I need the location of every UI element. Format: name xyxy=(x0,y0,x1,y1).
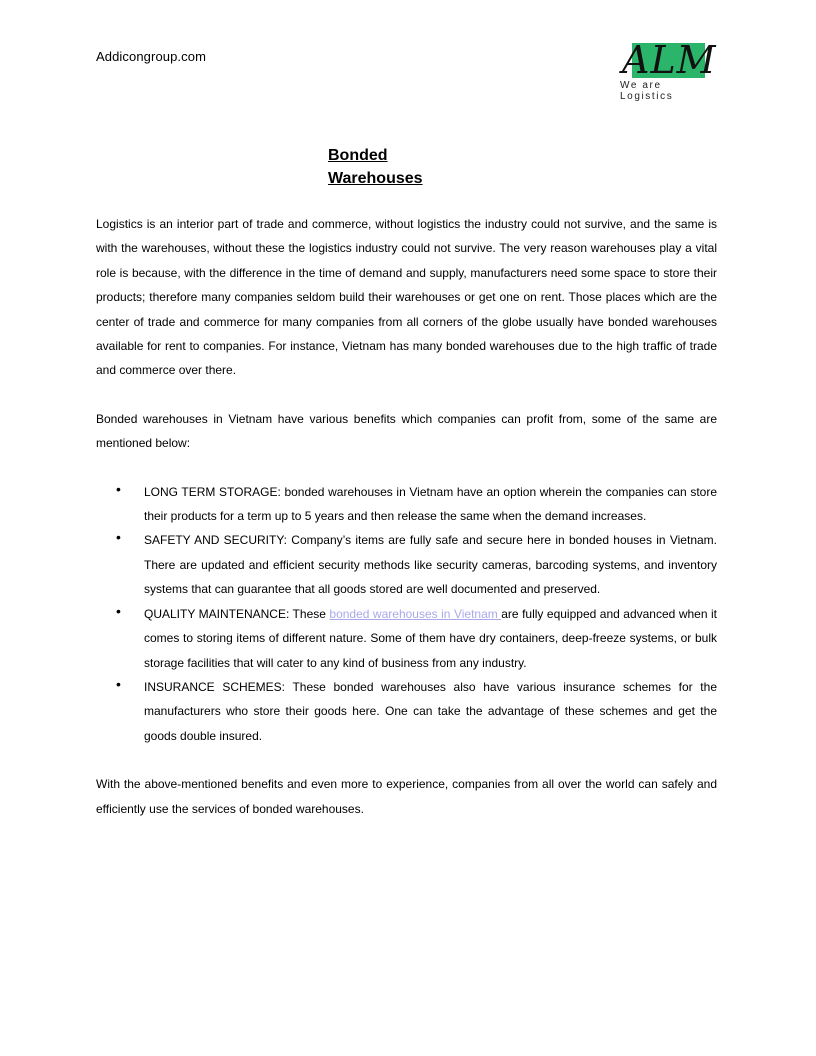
bullet-text: SAFETY AND SECURITY: Company’s items are fully safe and secure here in bonded houses in Vietnam. There are updated and efficient security methods like security cameras, barcoding systems, and inventory systems that can guarantee that all goods stored are well documented and preserved. xyxy=(144,533,717,597)
list-item xyxy=(96,602,717,675)
page-title xyxy=(328,144,423,190)
closing-paragraph: With the above-mentioned benefits and even more to experience, companies from all over the world can safely and efficiently use the services of bonded warehouses. xyxy=(96,777,717,816)
alm-logo xyxy=(618,38,718,102)
list-item xyxy=(96,528,717,601)
site-name: Addicongroup.com xyxy=(96,49,206,64)
bullet-text: INSURANCE SCHEMES: These bonded warehouses also have various insurance schemes for the manufacturers who store their goods here. One can take the advantage of these schemes and get the goods double insured. xyxy=(144,679,717,743)
title-line-1: Bonded xyxy=(328,147,388,164)
title-line-2: Warehouses xyxy=(328,170,423,187)
bullet-icon: • xyxy=(116,529,121,546)
list-item xyxy=(96,480,717,529)
bullet-text-before-link: QUALITY MAINTENANCE: These xyxy=(144,606,330,621)
bullet-text: LONG TERM STORAGE: bonded warehouses in Vietnam have an option wherein the companies can store their products for a term up to 5 years and then release the same when the demand increases. xyxy=(144,484,717,524)
bonded-warehouses-link[interactable]: bonded warehouses in Vietnam xyxy=(329,606,502,621)
article-body xyxy=(96,212,717,821)
benefits-list xyxy=(96,480,717,748)
bullet-icon: • xyxy=(116,480,121,497)
benefits-intro-paragraph: Bonded warehouses in Vietnam have various benefits which companies can profit from, some of the same are mentioned below: xyxy=(96,411,717,451)
list-item xyxy=(96,675,717,748)
bullet-icon: • xyxy=(116,675,121,692)
bullet-icon: • xyxy=(116,602,121,619)
logo-tagline: We are Logistics xyxy=(620,80,674,102)
bullet-text-after-link: are fully equipped and advanced when it comes to storing items of different nature. Some of them have dry containers, deep-freeze systems, or bulk storage facilities that will cater to any kind of business from any industry. xyxy=(144,606,717,670)
intro-paragraph: Logistics is an interior part of trade and commerce, without logistics the industry could not survive, and the same is with the warehouses, without these the logistics industry could not survive. The very reason warehouses play a vital role is because, with the difference in the time of demand and supply, manufacturers need some space to store their products; therefore many companies seldom build their warehouses or get one on rent. Those places which are the center of trade and commerce for many companies from all corners of the globe usually have bonded warehouses available for rent to companies. For instance, Vietnam has many bonded warehouses due to the high traffic of trade and commerce over there. xyxy=(96,217,717,378)
logo-letters: ALM xyxy=(622,38,717,82)
